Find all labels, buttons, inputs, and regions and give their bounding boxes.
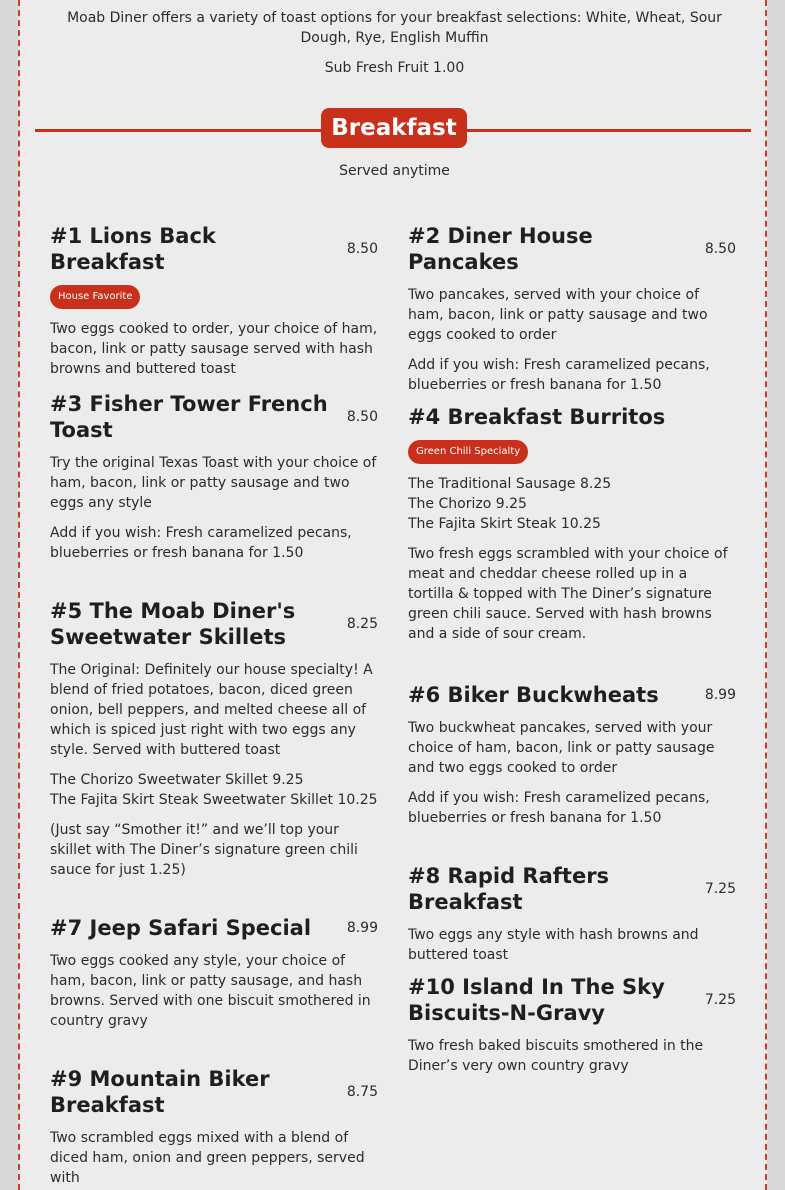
menu-item-header: [408, 223, 736, 275]
menu-item-description: Two eggs cooked any style, your choice of ham, bacon, link or patty sausage, and hash browns. Served with one biscuit smothered in country gravy: [50, 953, 371, 1029]
green-chili-specialty-badge: Green Chili Specialty: [408, 440, 528, 464]
menu-item-price: 8.99: [346, 920, 378, 936]
menu-item-price: 8.25: [346, 616, 378, 632]
house-favorite-badge: House Favorite: [50, 285, 140, 309]
menu-item-name: #10 Island In The Sky Biscuits-N-Gravy: [408, 975, 665, 1025]
menu-item-header: [50, 391, 378, 443]
menu-item: [50, 598, 378, 880]
menu-item-name: #1 Lions Back Breakfast: [50, 224, 216, 274]
menu-item-name: #2 Diner House Pancakes: [408, 224, 593, 274]
menu-item-header: [50, 1066, 378, 1118]
menu-item-header: [50, 915, 378, 941]
menu-item-description: Two fresh baked biscuits smothered in the Diner’s very own country gravy: [408, 1038, 704, 1074]
menu-item-variant: The Fajita Skirt Steak 10.25: [408, 516, 601, 532]
menu-item-header: [408, 404, 736, 430]
menu-item-note: (Just say “Smother it!” and we’ll top your skillet with The Diner’s signature green chili sauce for just 1.25): [50, 822, 358, 878]
menu-item: [408, 974, 736, 1076]
menu-item-price: 7.25: [704, 881, 736, 897]
section-title: Breakfast: [321, 108, 467, 148]
menu-item-price: 7.25: [704, 992, 736, 1008]
menu-item-header: [408, 974, 736, 1026]
menu-item-name: #7 Jeep Safari Special: [50, 916, 312, 940]
menu-item-description: Two fresh eggs scrambled with your choice of meat and cheddar cheese rolled up in a tortilla & topped with The Diner’s signature green chili sauce. Served with hash browns and a side of sour cream.: [408, 546, 728, 642]
section-subtitle: Served anytime: [339, 163, 450, 179]
menu-item-price: 8.75: [346, 1084, 378, 1100]
menu-item: [50, 1066, 378, 1188]
menu-item: [408, 863, 736, 965]
menu-item-variant: The Chorizo 9.25: [408, 496, 527, 512]
menu-item-description: Two scrambled eggs mixed with a blend of diced ham, onion and green peppers, served with: [50, 1130, 365, 1186]
menu-item-description: The Original: Definitely our house specialty! A blend of fried potatoes, bacon, diced green onion, bell peppers, and melted cheese all of which is spiced just right with two eggs any style. Served with buttered toast: [50, 662, 373, 758]
toast-info: [20, 8, 769, 78]
menu-item: [50, 391, 378, 563]
menu-item-header: [408, 863, 736, 915]
menu-page: [18, 0, 767, 1190]
menu-item-name: #3 Fisher Tower French Toast: [50, 392, 328, 442]
menu-item-name: #8 Rapid Rafters Breakfast: [408, 864, 610, 914]
menu-item-variant: The Chorizo Sweetwater Skillet 9.25: [50, 772, 304, 788]
menu-item-header: [408, 682, 736, 708]
menu-item: [408, 682, 736, 828]
menu-item-addon: Add if you wish: Fresh caramelized pecans, blueberries or fresh banana for 1.50: [408, 790, 710, 826]
menu-item-name: #4 Breakfast Burritos: [408, 405, 666, 429]
menu-item-name: #6 Biker Buckwheats: [408, 683, 659, 707]
menu-item-variant: The Traditional Sausage 8.25: [408, 476, 612, 492]
menu-item-name: #9 Mountain Biker Breakfast: [50, 1067, 270, 1117]
menu-item-description: Two eggs cooked to order, your choice of ham, bacon, link or patty sausage served with hash browns and buttered toast: [50, 321, 378, 377]
menu-item-description: Two eggs any style with hash browns and buttered toast: [408, 927, 699, 963]
menu-item-addon: Add if you wish: Fresh caramelized pecans, blueberries or fresh banana for 1.50: [408, 357, 710, 393]
menu-item: [408, 223, 736, 395]
menu-item-variant: The Fajita Skirt Steak Sweetwater Skillet 10.25: [50, 792, 378, 808]
menu-item-name: #5 The Moab Diner's Sweetwater Skillets: [50, 599, 296, 649]
menu-item-price: 8.99: [704, 687, 736, 703]
menu-item-addon: Add if you wish: Fresh caramelized pecans, blueberries or fresh banana for 1.50: [50, 525, 352, 561]
menu-item-header: [50, 598, 378, 650]
toast-options-text: Moab Diner offers a variety of toast options for your breakfast selections: White, Wheat, Sour Dough, Rye, English Muffin: [67, 10, 722, 46]
menu-item: [408, 404, 736, 644]
menu-item: [50, 915, 378, 1031]
menu-item: [50, 223, 378, 379]
menu-item-price: 8.50: [346, 241, 378, 257]
menu-item-description: Two pancakes, served with your choice of ham, bacon, link or patty sausage and two eggs cooked to order: [408, 287, 708, 343]
menu-item-description: Try the original Texas Toast with your choice of ham, bacon, link or patty sausage and two eggs any style: [50, 455, 377, 511]
menu-item-price: 8.50: [346, 409, 378, 425]
menu-item-price: 8.50: [704, 241, 736, 257]
sub-fruit-text: Sub Fresh Fruit 1.00: [324, 60, 465, 76]
menu-item-description: Two buckwheat pancakes, served with your choice of ham, bacon, link or patty sausage and two eggs cooked to order: [408, 720, 715, 776]
menu-item-header: [50, 223, 378, 275]
